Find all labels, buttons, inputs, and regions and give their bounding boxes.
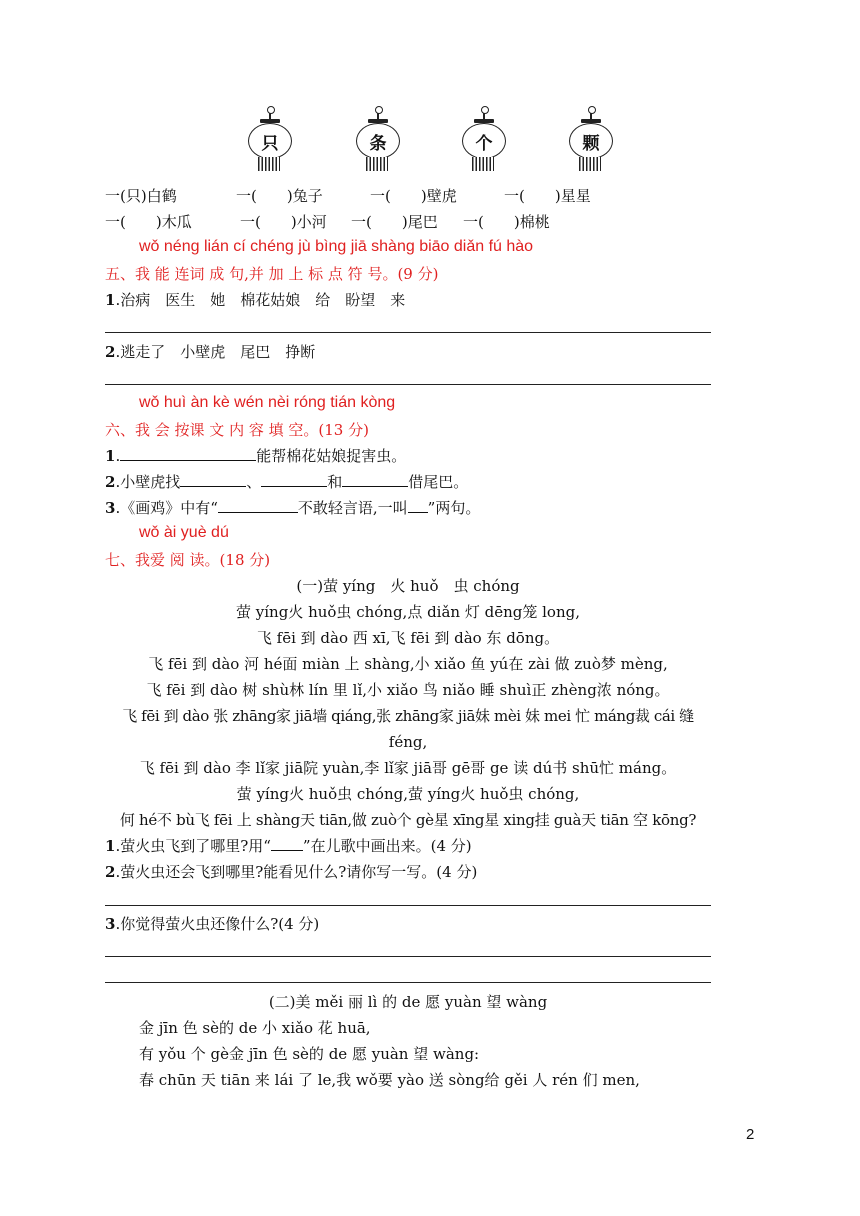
section-score: (9 分) [397, 265, 439, 283]
question-number: 2 [105, 863, 116, 881]
page-number: 2 [746, 1126, 755, 1143]
poem-title: (一)萤 yíng 火 huǒ 虫 chóng [296, 577, 520, 595]
lantern-tassel [579, 157, 601, 171]
measure-item: 一( )木瓜 [105, 213, 192, 231]
question-text: .萤火虫飞到了哪里?用“ [115, 837, 271, 855]
section-score: (13 分) [318, 421, 369, 439]
answer-line[interactable] [105, 982, 711, 983]
lantern-label: 条 [356, 123, 400, 159]
poem-line: 萤 yíng火 huǒ虫 chóng,萤 yíng火 huǒ虫 chóng, [236, 785, 580, 803]
question-text: 借尾巴。 [408, 473, 469, 491]
lantern-tassel [472, 157, 494, 171]
section-title-text: 五、我 能 连词 成 句,并 加 上 标 点 符 号。 [105, 265, 398, 283]
section-title [105, 550, 270, 570]
section-title-text: 六、我 会 按课 文 内 容 填 空。 [105, 421, 319, 439]
fill-blank[interactable] [342, 472, 408, 487]
question-text: ”在儿歌中画出来。(4 分) [302, 837, 472, 855]
section-title [105, 264, 438, 284]
question [105, 446, 406, 466]
measure-item: 一( )小河 [240, 213, 327, 231]
question-number: 3 [105, 915, 116, 933]
question-number: 3 [105, 499, 116, 517]
poem-title: (二)美 měi 丽 lì 的 de 愿 yuàn 望 wàng [268, 993, 548, 1011]
question [105, 914, 319, 934]
section-title [105, 420, 369, 440]
question [105, 498, 480, 518]
section-pinyin: wǒ ài yuè dú [139, 524, 229, 541]
lantern-1 [246, 106, 294, 172]
question-text: .你觉得萤火虫还像什么?(4 分) [115, 915, 320, 933]
fill-blank[interactable] [218, 498, 298, 513]
question-text: 、 [246, 473, 262, 491]
fill-blank[interactable] [408, 498, 428, 513]
measure-item: 一( )棉桃 [463, 213, 550, 231]
question-number: 1 [105, 837, 116, 855]
measure-item: 一( )星星 [504, 187, 591, 205]
lantern-4 [567, 106, 615, 172]
poem-line: 飞 fēi 到 dào 树 shù林 lín 里 lǐ,小 xiǎo 鸟 niǎo 睡 shuì正 zhèng浓 nóng。 [146, 681, 670, 699]
measure-item: 一( )尾巴 [351, 213, 438, 231]
measure-item: 一( )壁虎 [370, 187, 457, 205]
poem-line: 金 jīn 色 sè的 de 小 xiǎo 花 huā, [139, 1019, 371, 1037]
question-text: 不敢轻言语,一叫 [297, 499, 408, 517]
question-text: . [115, 447, 121, 465]
poem-line: 何 hé不 bù飞 fēi 上 shàng天 tiān,做 zuò个 gè星 xīng星 xing挂 guà天 tiān 空 kōng? [119, 811, 697, 829]
fill-blank[interactable] [120, 446, 256, 461]
question-text: .《画鸡》中有“ [115, 499, 218, 517]
question-text: .小壁虎找 [115, 473, 181, 491]
lantern-tassel [258, 157, 280, 171]
fill-blank[interactable] [180, 472, 246, 487]
measure-item: 一( )兔子 [236, 187, 323, 205]
section-score: (18 分) [219, 551, 271, 569]
question-text: .治病 医生 她 棉花姑娘 给 盼望 来 [115, 291, 406, 309]
lantern-2 [354, 106, 402, 172]
section-pinyin: wǒ huì àn kè wén nèi róng tián kòng [139, 394, 396, 411]
question-text: .萤火虫还会飞到哪里?能看见什么?请你写一写。(4 分) [115, 863, 478, 881]
question [105, 836, 472, 856]
fill-blank[interactable] [271, 836, 303, 851]
poem-line: 飞 fēi 到 dào 河 hé面 miàn 上 shàng,小 xiǎo 鱼 yú在 zài 做 zuò梦 mèng, [148, 655, 668, 673]
poem-line: 飞 fēi 到 dào 西 xī,飞 fēi 到 dào 东 dōng。 [256, 629, 560, 647]
fill-blank[interactable] [261, 472, 327, 487]
poem-line: 有 yǒu 个 gè金 jīn 色 sè的 de 愿 yuàn 望 wàng: [139, 1045, 480, 1063]
question-number: 2 [105, 473, 116, 491]
question-text: 能帮棉花姑娘捉害虫。 [256, 447, 407, 465]
poem-line: 飞 fēi 到 dào 李 lǐ家 jiā院 yuàn,李 lǐ家 jiā哥 gē哥 ge 读 dú书 shū忙 máng。 [139, 759, 677, 777]
poem-line: 春 chūn 天 tiān 来 lái 了 le,我 wǒ要 yào 送 sòng给 gěi 人 rén 们 men, [139, 1071, 640, 1089]
answer-line[interactable] [105, 384, 711, 385]
question-number: 2 [105, 343, 116, 361]
lantern-label: 颗 [569, 123, 613, 159]
question-number: 1 [105, 447, 116, 465]
poem-line: féng, [388, 733, 428, 751]
lantern-tassel [366, 157, 388, 171]
question-text: .逃走了 小壁虎 尾巴 挣断 [115, 343, 316, 361]
section-pinyin: wǒ néng lián cí chéng jù bìng jiā shàng biāo diǎn fú hào [139, 238, 534, 255]
question [105, 472, 468, 492]
lantern-label: 只 [248, 123, 292, 159]
poem-line: 萤 yíng火 huǒ虫 chóng,点 diǎn 灯 dēng笼 long, [236, 603, 580, 621]
poem-line: 飞 fēi 到 dào 张 zhāng家 jiā墙 qiáng,张 zhāng家 jiā妹 mèi 妹 mei 忙 máng裁 cái 缝 [122, 707, 694, 725]
measure-item: 一(只)白鹤 [105, 187, 177, 205]
answer-line[interactable] [105, 956, 711, 957]
section-title-text: 七、我爱 阅 读。 [105, 551, 220, 569]
question-number: 1 [105, 291, 116, 309]
question [105, 862, 477, 882]
lantern-3 [460, 106, 508, 172]
lantern-label: 个 [462, 123, 506, 159]
question [105, 290, 405, 310]
question-text: 和 [327, 473, 343, 491]
answer-line[interactable] [105, 905, 711, 906]
answer-line[interactable] [105, 332, 711, 333]
question-text: ”两句。 [427, 499, 481, 517]
question [105, 342, 315, 362]
